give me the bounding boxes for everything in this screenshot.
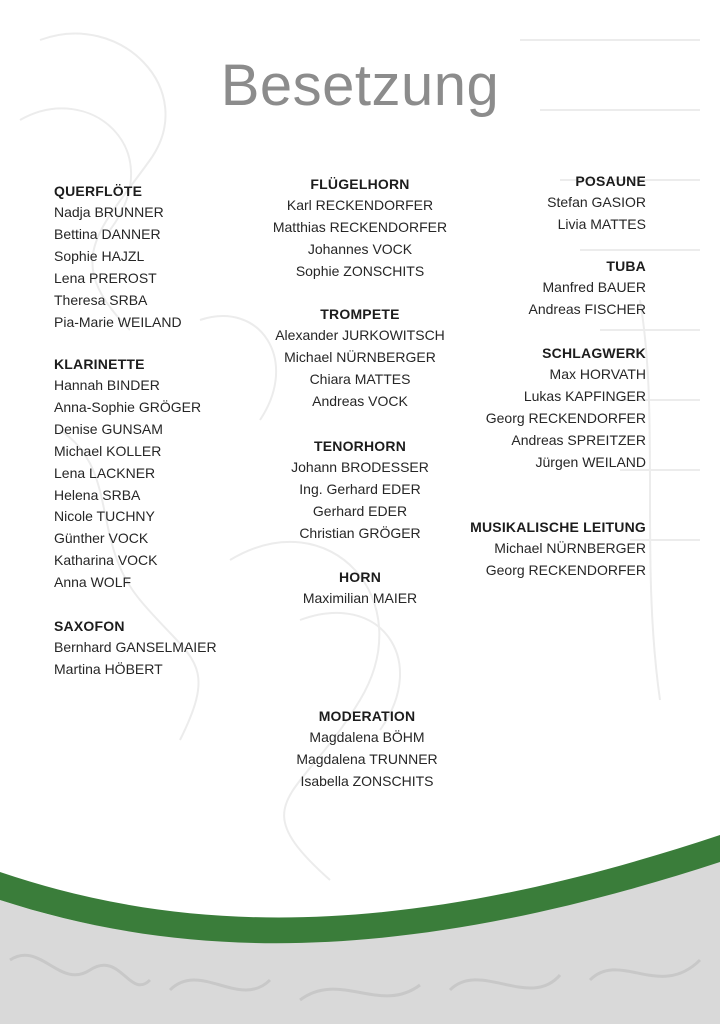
member-name: Bettina DANNER [54,225,161,242]
member-name: Lena PREROST [54,269,157,286]
member-name: Chiara MATTES [309,370,411,387]
member-name: Pia-Marie WEILAND [54,313,182,330]
member-name: Johann BRODESSER [291,459,429,475]
member-name: Michael KOLLER [54,442,162,459]
section-heading: HORN [338,569,382,585]
member-name: Ing. Gerhard EDER [299,480,421,497]
member-name: Nadja BRUNNER [54,204,164,220]
member-name: Manfred BAUER [542,279,646,295]
member-name: Maximilian MAIER [302,590,418,606]
section-heading: TENORHORN [313,438,407,454]
member-name: Günther VOCK [54,530,149,547]
section-posaune [547,173,646,236]
member-name: Jürgen WEILAND [535,453,646,470]
member-name: Anna-Sophie GRÖGER [54,398,202,415]
section-tenorhorn [210,438,510,545]
member-name: Andreas FISCHER [528,300,646,317]
member-name: Lena LACKNER [54,464,156,481]
section-heading: TUBA [606,258,646,274]
section-fluegelhorn [210,176,510,283]
section-heading: KLARINETTE [54,356,145,372]
member-name: Andreas SPREITZER [511,431,646,448]
member-name: Georg RECKENDORFER [485,561,646,578]
member-name: Michael NÜRNBERGER [284,348,436,365]
member-name: Michael NÜRNBERGER [494,540,646,556]
section-heading: MODERATION [318,708,416,724]
member-name: Karl RECKENDORFER [286,197,434,213]
member-name: Katharina VOCK [54,552,158,569]
member-name: Magdalena BÖHM [309,729,425,745]
section-horn [210,569,510,610]
section-heading: MUSIKALISCHE LEITUNG [470,519,646,535]
member-name: Alexander JURKOWITSCH [275,327,445,343]
member-name: Bernhard GANSELMAIER [54,639,217,655]
member-name: Anna WOLF [54,574,132,591]
section-trompete [210,306,510,413]
section-heading: SCHLAGWERK [542,345,646,361]
section-tuba [529,258,646,321]
member-name: Gerhard EDER [312,502,408,519]
member-name: Theresa SRBA [54,291,148,308]
member-name: Johannes VOCK [307,240,413,257]
member-name: Martina HÖBERT [54,660,163,677]
page-title: Besetzung [220,53,500,118]
section-klarinette [54,356,201,594]
section-musikalische-leitung [470,519,646,582]
section-saxofon [54,618,217,681]
section-heading: SAXOFON [54,618,125,634]
member-name: Nicole TUCHNY [54,508,155,525]
member-name: Magdalena TRUNNER [296,750,438,767]
member-name: Hannah BINDER [54,377,160,393]
member-name: Stefan GASIOR [547,194,646,210]
member-name: Livia MATTES [557,215,646,232]
section-heading: FLÜGELHORN [310,176,410,192]
member-name: Max HORVATH [549,366,646,382]
member-name: Georg RECKENDORFER [485,409,646,426]
section-heading: TROMPETE [320,306,400,322]
member-name: Helena SRBA [54,486,141,503]
section-querfloete [54,183,182,333]
member-name: Isabella ZONSCHITS [300,772,434,789]
member-name: Sophie ZONSCHITS [295,262,425,279]
member-name: Christian GRÖGER [299,524,421,541]
member-name: Andreas VOCK [312,392,408,409]
member-name: Sophie HAJZL [54,247,145,264]
member-name: Matthias RECKENDORFER [272,218,448,235]
section-schlagwerk [486,345,646,474]
section-heading: QUERFLÖTE [54,183,143,199]
section-heading: POSAUNE [575,173,646,189]
section-moderation [217,708,517,793]
member-name: Lukas KAPFINGER [523,387,646,404]
member-name: Denise GUNSAM [54,420,163,437]
